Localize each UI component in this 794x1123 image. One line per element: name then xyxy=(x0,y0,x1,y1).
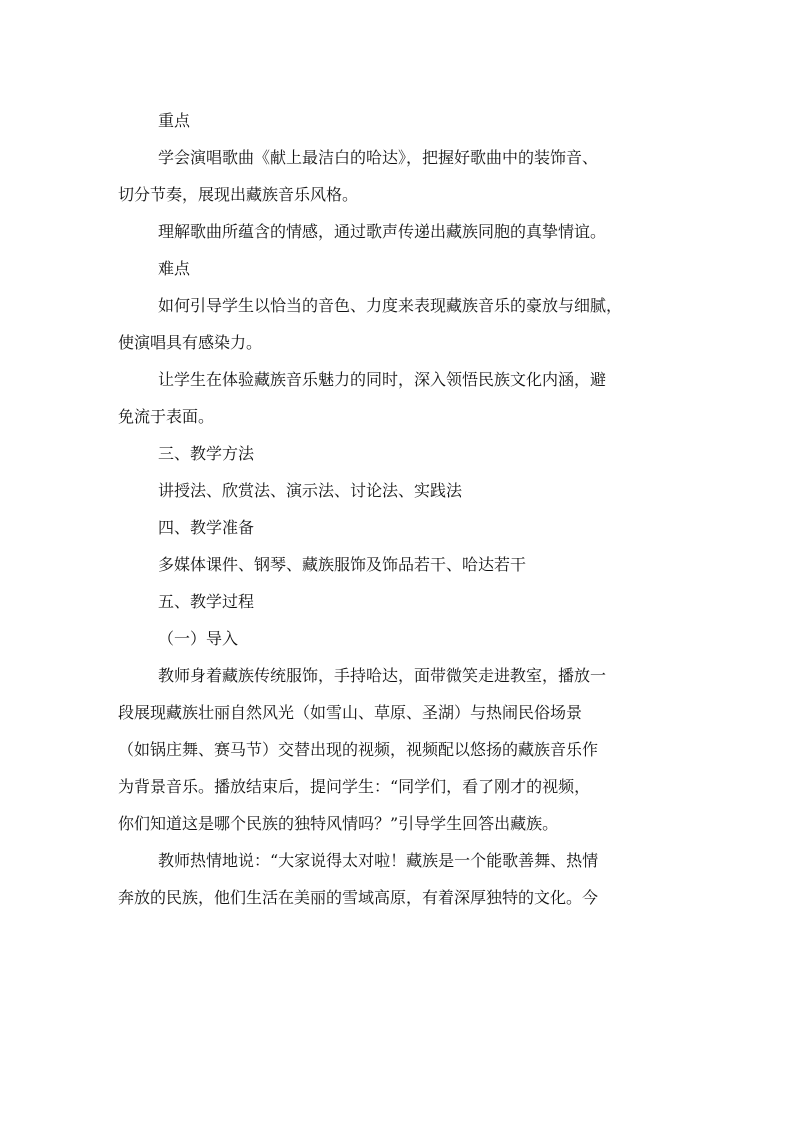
document-body xyxy=(118,102,688,916)
text-line: 免流于表面。 xyxy=(118,407,215,426)
text-line: 难点 xyxy=(158,259,191,278)
text-line: 段展现藏族壮丽自然风光（如雪山、草原、圣湖）与热闹民俗场景 xyxy=(118,703,583,722)
text-line: 讲授法、欣赏法、演示法、讨论法、实践法 xyxy=(158,481,463,500)
text-line: 四、教学准备 xyxy=(158,518,255,537)
text-line: 多媒体课件、钢琴、藏族服饰及饰品若干、哈达若干 xyxy=(158,555,527,574)
text-line: 切分节奏，展现出藏族音乐风格。 xyxy=(118,185,359,204)
text-line: 五、教学过程 xyxy=(158,592,255,611)
text-line: 三、教学方法 xyxy=(158,444,255,463)
text-line: 让学生在体验藏族音乐魅力的同时，深入领悟民族文化内涵，避 xyxy=(158,370,607,389)
text-line: （一）导入 xyxy=(158,629,239,648)
text-line: 教师身着藏族传统服饰，手持哈达，面带微笑走进教室，播放一 xyxy=(158,666,607,685)
text-line: 为背景音乐。播放结束后，提问学生：“同学们，看了刚才的视频， xyxy=(118,777,591,796)
text-line: 学会演唱歌曲《献上最洁白的哈达》，把握好歌曲中的装饰音、 xyxy=(158,148,599,167)
text-line: 奔放的民族，他们生活在美丽的雪域高原，有着深厚独特的文化。今 xyxy=(118,888,599,907)
text-line: 重点 xyxy=(158,111,191,130)
text-line: 理解歌曲所蕴含的情感，通过歌声传递出藏族同胞的真挚情谊。 xyxy=(158,222,607,241)
text-line: （如锅庄舞、赛马节）交替出现的视频，视频配以悠扬的藏族音乐作 xyxy=(118,740,599,759)
text-line: 你们知道这是哪个民族的独特风情吗？”引导学生回答出藏族。 xyxy=(118,814,559,833)
text-line: 使演唱具有感染力。 xyxy=(118,333,263,352)
text-line: 如何引导学生以恰当的音色、力度来表现藏族音乐的豪放与细腻， xyxy=(158,296,623,315)
text-line: 教师热情地说：“大家说得太对啦！藏族是一个能歌善舞、热情 xyxy=(158,851,599,870)
